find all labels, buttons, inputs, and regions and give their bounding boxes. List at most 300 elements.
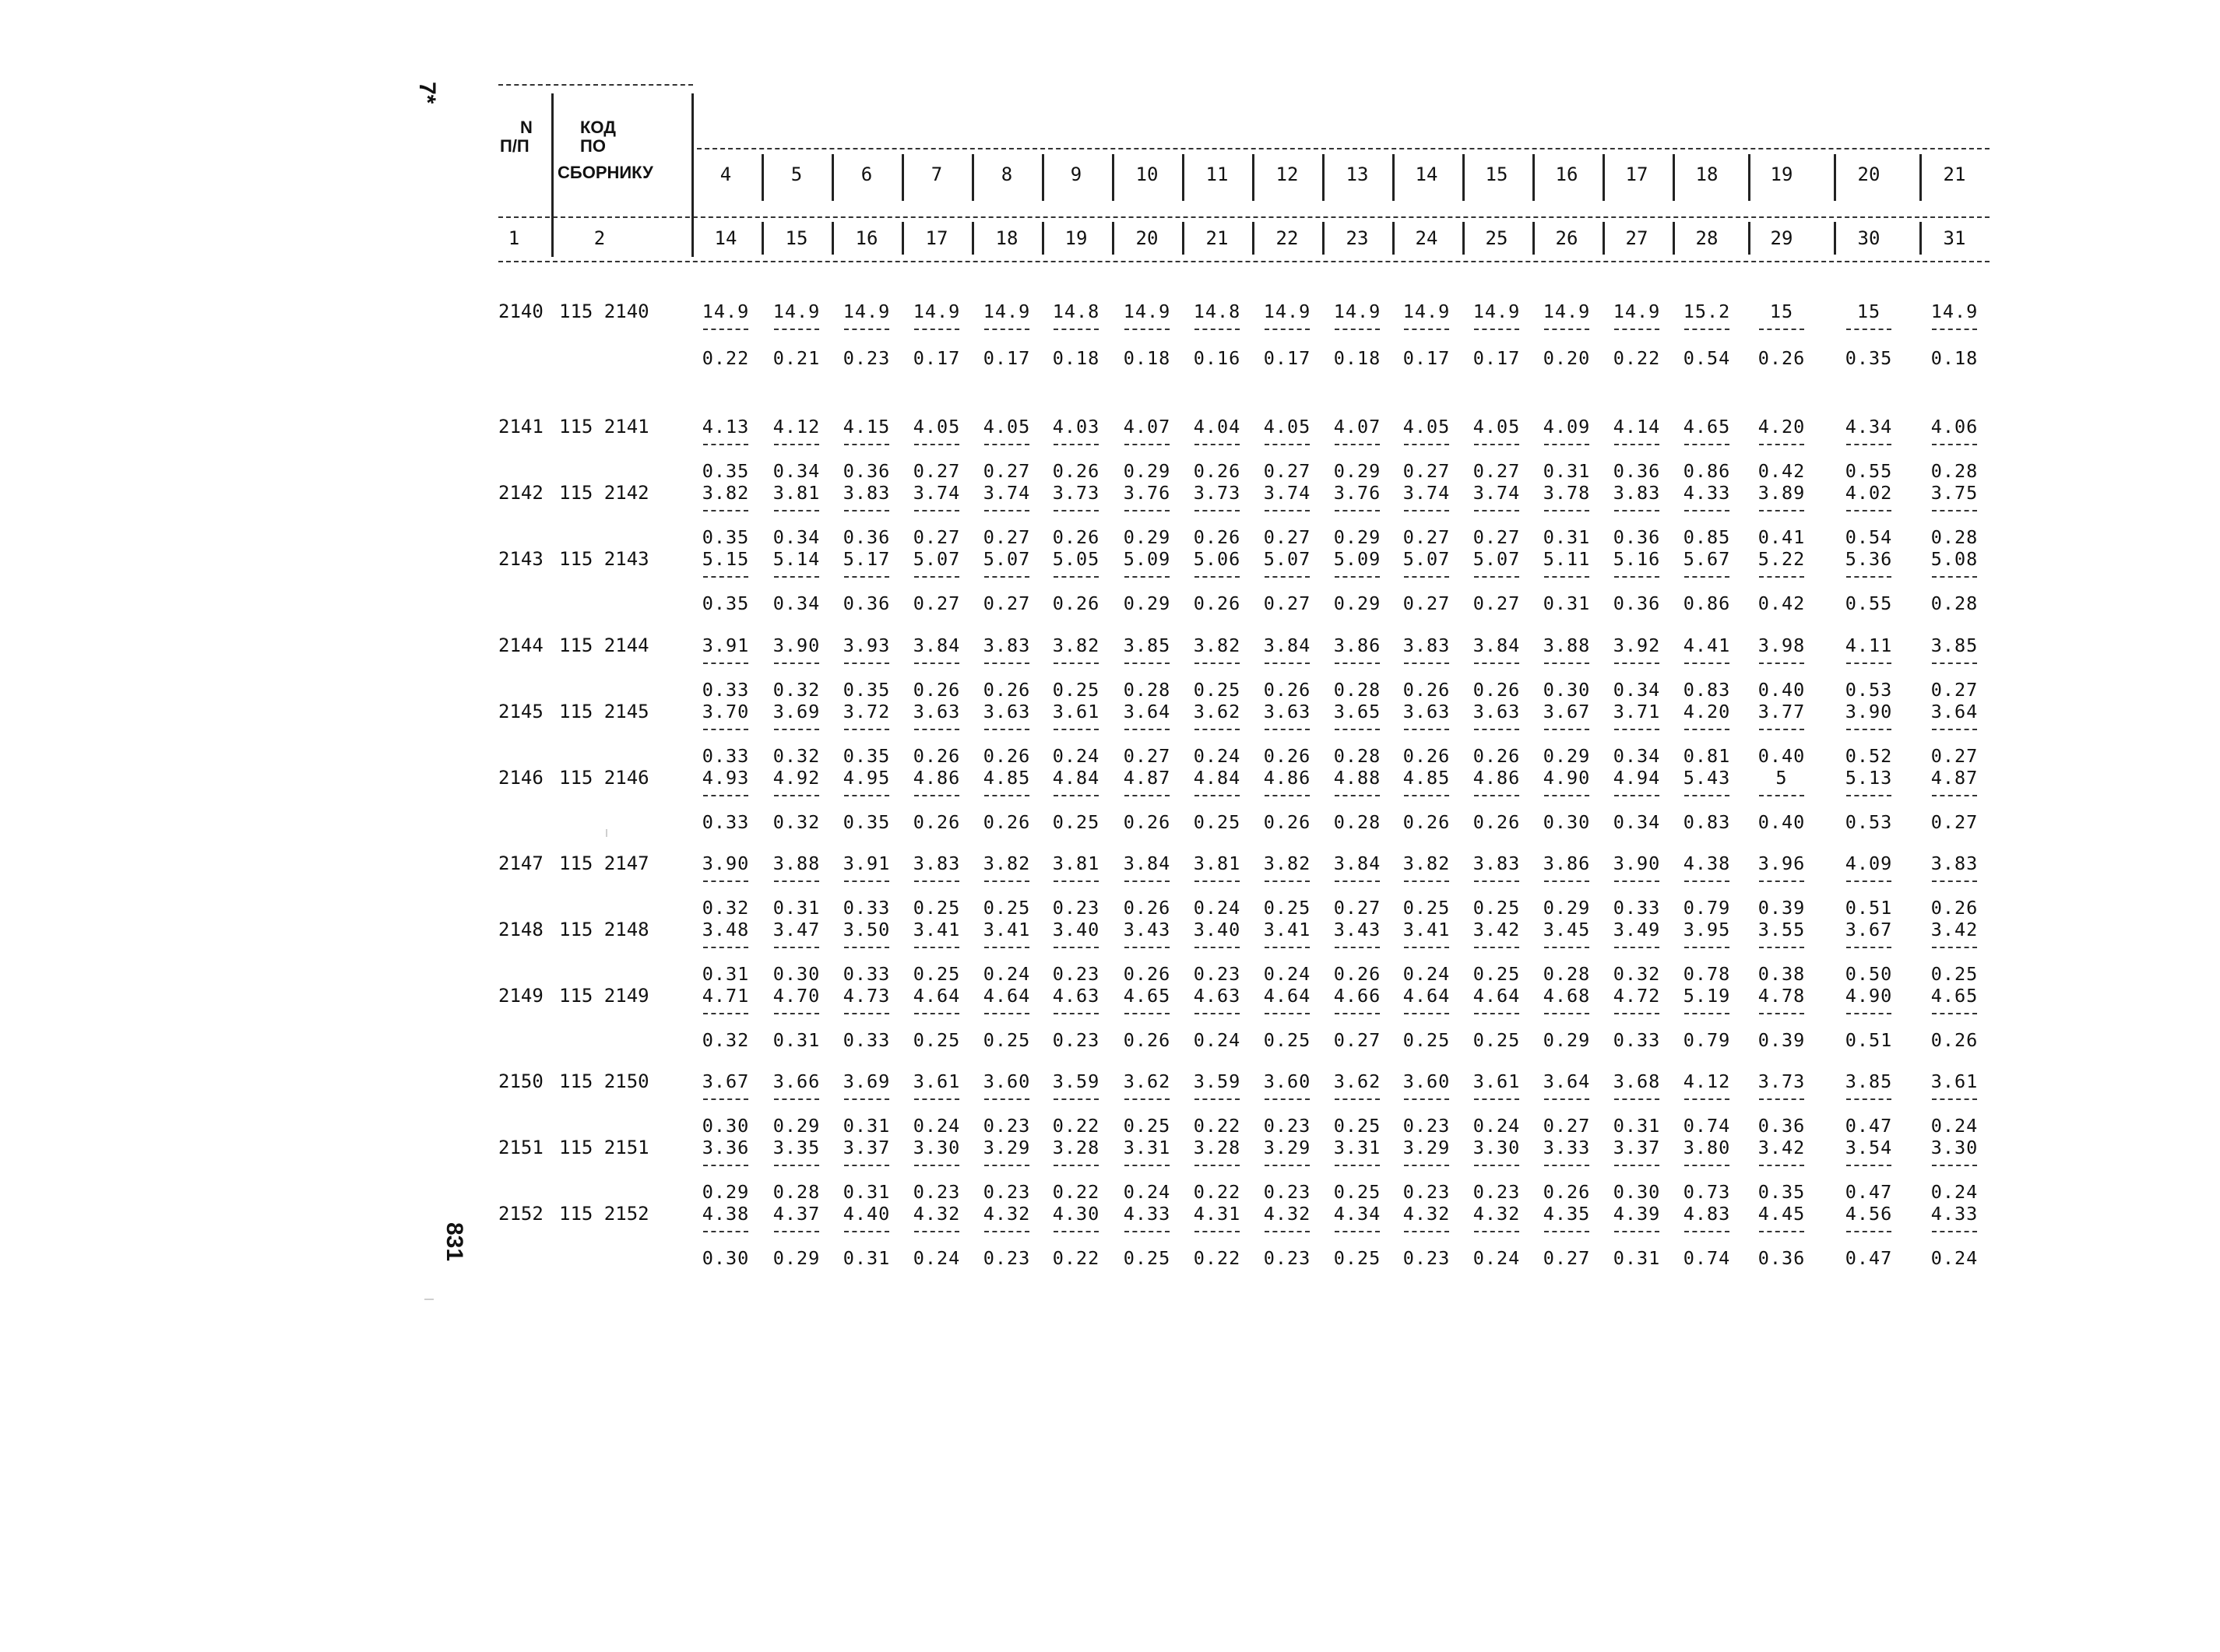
table-cell-value: 0.25 — [1333, 1181, 1381, 1203]
table-cell-value: 3.63 — [1402, 701, 1451, 722]
fraction-line — [1265, 1231, 1310, 1232]
table-cell-value: 3.84 — [1472, 634, 1521, 656]
table-cell-value: 4.86 — [913, 767, 961, 789]
page-marker: 7* — [414, 82, 440, 104]
table-cell-value: 0.29 — [772, 1247, 821, 1269]
table-cell-value: 0.27 — [1930, 679, 1979, 701]
fraction-line — [1932, 510, 1977, 511]
fraction-line — [1759, 576, 1804, 578]
column-separator — [691, 222, 694, 255]
table-cell-value: 0.18 — [1123, 347, 1171, 369]
header-lower-rule — [498, 216, 1990, 218]
fraction-line — [1404, 1013, 1449, 1014]
table-cell-value: 0.24 — [1193, 745, 1241, 767]
table-cell-value: 15 — [1769, 301, 1794, 322]
column-separator — [1748, 154, 1750, 201]
table-cell-value: 0.30 — [702, 1247, 750, 1269]
table-cell-value: 4.78 — [1757, 985, 1806, 1007]
table-cell-value: 3.61 — [1472, 1070, 1521, 1092]
table-cell-value: 0.24 — [1123, 1181, 1171, 1203]
fraction-line — [1614, 1165, 1659, 1166]
table-cell-value: 0.23 — [913, 1181, 961, 1203]
fraction-line — [1846, 576, 1891, 578]
table-cell-value: 0.24 — [1052, 745, 1100, 767]
table-cell-value: 3.42 — [1472, 919, 1521, 940]
row-number: 2140 — [498, 301, 544, 322]
table-cell-value: 3.43 — [1333, 919, 1381, 940]
table-cell-value: 0.26 — [913, 745, 961, 767]
table-cell-value: 4.70 — [772, 985, 821, 1007]
fraction-line — [1759, 729, 1804, 730]
fraction-line — [774, 729, 819, 730]
fraction-line — [1544, 795, 1589, 796]
fraction-line — [1544, 444, 1589, 445]
header-col-ref-number: 21 — [1205, 227, 1229, 249]
table-cell-value: 3.83 — [913, 852, 961, 874]
table-cell-value: 0.25 — [1123, 1247, 1171, 1269]
table-cell-value: 3.82 — [1052, 634, 1100, 656]
fraction-line — [774, 663, 819, 664]
table-cell-value: 0.36 — [1613, 460, 1661, 482]
header-bottom-rule — [498, 261, 1990, 262]
fraction-line — [844, 1013, 889, 1014]
table-cell-value: 0.23 — [843, 347, 891, 369]
table-cell-value: 0.27 — [1543, 1115, 1591, 1137]
fraction-line — [1335, 880, 1380, 882]
table-cell-value: 5.13 — [1845, 767, 1893, 789]
table-cell-value: 3.76 — [1123, 482, 1171, 504]
table-cell-value: 5.19 — [1683, 985, 1731, 1007]
fraction-line — [1124, 1231, 1170, 1232]
table-cell-value: 0.28 — [1930, 460, 1979, 482]
table-cell-value: 0.26 — [983, 811, 1031, 833]
fraction-line — [1684, 1231, 1729, 1232]
table-cell-value: 0.42 — [1757, 460, 1806, 482]
table-cell-value: 3.82 — [1263, 852, 1311, 874]
header-bottom-num: 2 — [593, 227, 606, 249]
table-cell-value: 0.22 — [702, 347, 750, 369]
table-cell-value: 0.27 — [1472, 592, 1521, 614]
fraction-line — [1054, 795, 1099, 796]
table-cell-value: 5.08 — [1930, 548, 1979, 570]
fraction-line — [1124, 576, 1170, 578]
table-cell-value: 3.71 — [1613, 701, 1661, 722]
row-code: 115 2152 — [559, 1203, 649, 1225]
header-col-ref-number: 24 — [1415, 227, 1438, 249]
table-cell-value: 3.67 — [1543, 701, 1591, 722]
table-cell-value: 3.84 — [913, 634, 961, 656]
row-number: 2150 — [498, 1070, 544, 1092]
fraction-line — [1194, 795, 1240, 796]
table-cell-value: 4.85 — [983, 767, 1031, 789]
table-cell-value: 0.85 — [1683, 526, 1731, 548]
table-cell-value: 0.25 — [983, 1029, 1031, 1051]
fraction-line — [1846, 729, 1891, 730]
table-cell-value: 0.47 — [1845, 1115, 1893, 1137]
table-cell-value: 4.83 — [1683, 1203, 1731, 1225]
table-cell-value: 0.26 — [1052, 460, 1100, 482]
table-cell-value: 0.26 — [1263, 679, 1311, 701]
table-cell-value: 0.28 — [1333, 745, 1381, 767]
fraction-line — [774, 510, 819, 511]
table-cell-value: 3.60 — [1263, 1070, 1311, 1092]
table-cell-value: 3.47 — [772, 919, 821, 940]
table-cell-value: 0.33 — [702, 745, 750, 767]
table-cell-value: 0.23 — [1263, 1115, 1311, 1137]
table-cell-value: 0.23 — [1193, 963, 1241, 985]
fraction-line — [1335, 795, 1380, 796]
header-col-ref-number: 17 — [925, 227, 948, 249]
fraction-line — [1265, 729, 1310, 730]
table-cell-value: 4.56 — [1845, 1203, 1893, 1225]
fraction-line — [844, 729, 889, 730]
table-cell-value: 0.32 — [702, 1029, 750, 1051]
fraction-line — [1335, 329, 1380, 330]
fraction-line — [1544, 880, 1589, 882]
table-cell-value: 5.06 — [1193, 548, 1241, 570]
table-cell-value: 0.25 — [1472, 963, 1521, 985]
header-col-number: 19 — [1770, 163, 1793, 185]
fraction-line — [1614, 663, 1659, 664]
table-cell-value: 3.29 — [983, 1137, 1031, 1158]
fraction-line — [1404, 729, 1449, 730]
table-cell-value: 4.06 — [1930, 416, 1979, 438]
header-col-number: 9 — [1070, 163, 1082, 185]
table-cell-value: 4.84 — [1052, 767, 1100, 789]
table-cell-value: 4.32 — [1472, 1203, 1521, 1225]
fraction-line — [1335, 729, 1380, 730]
table-cell-value: 0.30 — [702, 1115, 750, 1137]
table-cell-value: 4.65 — [1123, 985, 1171, 1007]
row-number: 2152 — [498, 1203, 544, 1225]
table-cell-value: 0.22 — [1613, 347, 1661, 369]
fraction-line — [984, 1098, 1029, 1100]
table-cell-value: 0.23 — [1472, 1181, 1521, 1203]
table-cell-value: 0.24 — [1472, 1247, 1521, 1269]
table-cell-value: 0.24 — [913, 1115, 961, 1137]
fraction-line — [1124, 880, 1170, 882]
table-cell-value: 0.22 — [1052, 1115, 1100, 1137]
table-cell-value: 3.89 — [1757, 482, 1806, 504]
table-cell-value: 3.35 — [772, 1137, 821, 1158]
table-cell-value: 0.35 — [1757, 1181, 1806, 1203]
fraction-line — [1759, 1165, 1804, 1166]
table-cell-value: 3.54 — [1845, 1137, 1893, 1158]
fraction-line — [1194, 510, 1240, 511]
fraction-line — [1614, 947, 1659, 948]
table-cell-value: 0.27 — [913, 460, 961, 482]
fraction-line — [1124, 1165, 1170, 1166]
table-cell-value: 5.15 — [702, 548, 750, 570]
table-cell-value: 0.29 — [1333, 526, 1381, 548]
table-cell-value: 3.67 — [1845, 919, 1893, 940]
fraction-line — [1335, 663, 1380, 664]
table-cell-value: 3.43 — [1123, 919, 1171, 940]
fraction-line — [1544, 329, 1589, 330]
table-cell-value: 3.63 — [913, 701, 961, 722]
table-cell-value: 3.66 — [772, 1070, 821, 1092]
table-cell-value: 3.83 — [1613, 482, 1661, 504]
table-cell-value: 0.23 — [1263, 1181, 1311, 1203]
fraction-line — [774, 1231, 819, 1232]
table-cell-value: 0.39 — [1757, 1029, 1806, 1051]
fraction-line — [1614, 510, 1659, 511]
table-cell-value: 3.73 — [1052, 482, 1100, 504]
fraction-line — [1474, 947, 1519, 948]
table-cell-value: 4.38 — [1683, 852, 1731, 874]
row-number: 2143 — [498, 548, 544, 570]
fraction-line — [844, 329, 889, 330]
table-cell-value: 4.73 — [843, 985, 891, 1007]
fraction-line — [1335, 1098, 1380, 1100]
fraction-line — [844, 947, 889, 948]
fraction-line — [914, 795, 959, 796]
fraction-line — [1404, 1231, 1449, 1232]
fraction-line — [1932, 444, 1977, 445]
table-cell-value: 0.31 — [1543, 526, 1591, 548]
table-cell-value: 3.81 — [1193, 852, 1241, 874]
fraction-line — [1614, 880, 1659, 882]
table-cell-value: 3.31 — [1123, 1137, 1171, 1158]
column-separator — [902, 154, 904, 201]
table-cell-value: 0.25 — [1052, 811, 1100, 833]
table-cell-value: 0.18 — [1930, 347, 1979, 369]
fraction-line — [1265, 510, 1310, 511]
table-cell-value: 3.82 — [702, 482, 750, 504]
fraction-line — [1404, 1098, 1449, 1100]
scan-artifact — [606, 829, 607, 837]
table-cell-value: 0.26 — [913, 679, 961, 701]
fraction-line — [984, 947, 1029, 948]
table-cell-value: 3.83 — [1930, 852, 1979, 874]
fraction-line — [1614, 444, 1659, 445]
table-cell-value: 0.26 — [1123, 897, 1171, 919]
table-cell-value: 3.64 — [1930, 701, 1979, 722]
row-number: 2146 — [498, 767, 544, 789]
table-cell-value: 3.83 — [1402, 634, 1451, 656]
table-cell-value: 5.05 — [1052, 548, 1100, 570]
table-cell-value: 14.9 — [913, 301, 961, 322]
fraction-line — [914, 880, 959, 882]
table-cell-value: 3.60 — [983, 1070, 1031, 1092]
table-cell-value: 3.41 — [913, 919, 961, 940]
column-separator — [1834, 222, 1836, 255]
table-cell-value: 0.31 — [843, 1247, 891, 1269]
table-cell-value: 0.24 — [1930, 1247, 1979, 1269]
header-col-number: 5 — [790, 163, 803, 185]
column-separator — [1392, 222, 1395, 255]
fraction-line — [914, 444, 959, 445]
fraction-line — [1404, 947, 1449, 948]
table-cell-value: 0.23 — [1263, 1247, 1311, 1269]
fraction-line — [1404, 510, 1449, 511]
row-code: 115 2144 — [559, 634, 649, 656]
table-cell-value: 4.65 — [1930, 985, 1979, 1007]
table-cell-value: 3.55 — [1757, 919, 1806, 940]
table-cell-value: 3.63 — [983, 701, 1031, 722]
table-cell-value: 0.23 — [1402, 1181, 1451, 1203]
table-cell-value: 0.35 — [843, 679, 891, 701]
table-cell-value: 0.26 — [1402, 811, 1451, 833]
row-number: 2145 — [498, 701, 544, 722]
table-cell-value: 0.83 — [1683, 811, 1731, 833]
fraction-line — [1759, 1098, 1804, 1100]
column-separator — [1112, 154, 1114, 201]
header-col-number: 16 — [1555, 163, 1578, 185]
table-cell-value: 3.62 — [1123, 1070, 1171, 1092]
table-cell-value: 0.23 — [1402, 1247, 1451, 1269]
table-cell-value: 0.33 — [843, 897, 891, 919]
table-cell-value: 0.79 — [1683, 1029, 1731, 1051]
table-cell-value: 0.17 — [913, 347, 961, 369]
fraction-line — [1054, 329, 1099, 330]
table-cell-value: 0.31 — [772, 897, 821, 919]
fraction-line — [1054, 729, 1099, 730]
table-cell-value: 0.32 — [702, 897, 750, 919]
table-cell-value: 3.67 — [702, 1070, 750, 1092]
table-cell-value: 0.23 — [983, 1115, 1031, 1137]
table-cell-value: 14.9 — [1543, 301, 1591, 322]
fraction-line — [1054, 576, 1099, 578]
fraction-line — [914, 329, 959, 330]
table-cell-value: 4.66 — [1333, 985, 1381, 1007]
column-separator — [1919, 222, 1922, 255]
table-cell-value: 3.83 — [843, 482, 891, 504]
table-cell-value: 4.37 — [772, 1203, 821, 1225]
column-separator — [972, 222, 974, 255]
table-cell-value: 3.37 — [843, 1137, 891, 1158]
table-cell-value: 4.90 — [1845, 985, 1893, 1007]
table-cell-value: 0.22 — [1052, 1181, 1100, 1203]
row-code: 115 2151 — [559, 1137, 649, 1158]
table-cell-value: 0.22 — [1052, 1247, 1100, 1269]
fraction-line — [1265, 663, 1310, 664]
table-cell-value: 0.27 — [983, 592, 1031, 614]
fraction-line — [774, 880, 819, 882]
fraction-line — [1194, 1165, 1240, 1166]
fraction-line — [703, 1098, 748, 1100]
table-cell-value: 0.18 — [1052, 347, 1100, 369]
fraction-line — [844, 444, 889, 445]
header-col-ref-number: 28 — [1695, 227, 1719, 249]
fraction-line — [844, 663, 889, 664]
fraction-line — [1124, 444, 1170, 445]
table-cell-value: 3.42 — [1757, 1137, 1806, 1158]
table-cell-value: 0.33 — [843, 963, 891, 985]
fraction-line — [1335, 1165, 1380, 1166]
row-code: 115 2147 — [559, 852, 649, 874]
header-col-number: 18 — [1695, 163, 1719, 185]
table-cell-value: 4.34 — [1333, 1203, 1381, 1225]
header-bottom-num: 1 — [508, 227, 520, 249]
fraction-line — [1054, 880, 1099, 882]
table-cell-value: 3.64 — [1123, 701, 1171, 722]
fraction-line — [914, 947, 959, 948]
table-cell-value: 0.27 — [1123, 745, 1171, 767]
table-cell-value: 0.35 — [843, 745, 891, 767]
table-cell-value: 0.26 — [1402, 745, 1451, 767]
table-cell-value: 0.25 — [1123, 1115, 1171, 1137]
table-cell-value: 0.31 — [843, 1181, 891, 1203]
column-separator — [1112, 222, 1114, 255]
column-separator — [1252, 154, 1254, 201]
fraction-line — [1846, 795, 1891, 796]
table-cell-value: 0.25 — [913, 1029, 961, 1051]
fraction-line — [1124, 663, 1170, 664]
fraction-line — [1194, 663, 1240, 664]
table-cell-value: 3.62 — [1193, 701, 1241, 722]
fraction-line — [1932, 576, 1977, 578]
table-cell-value: 0.35 — [843, 811, 891, 833]
fraction-line — [1054, 1098, 1099, 1100]
table-cell-value: 3.72 — [843, 701, 891, 722]
fraction-line — [1684, 1165, 1729, 1166]
table-cell-value: 3.90 — [1845, 701, 1893, 722]
fraction-line — [1684, 795, 1729, 796]
table-cell-value: 0.31 — [1543, 460, 1591, 482]
table-cell-value: 5.07 — [913, 548, 961, 570]
row-code: 115 2143 — [559, 548, 649, 570]
fraction-line — [984, 1231, 1029, 1232]
table-cell-value: 0.28 — [1543, 963, 1591, 985]
table-cell-value: 14.9 — [1333, 301, 1381, 322]
table-cell-value: 3.84 — [1123, 852, 1171, 874]
table-cell-value: 5.07 — [1263, 548, 1311, 570]
table-cell-value: 0.24 — [1193, 897, 1241, 919]
table-cell-value: 4.09 — [1845, 852, 1893, 874]
fraction-line — [1404, 795, 1449, 796]
table-cell-value: 0.55 — [1845, 460, 1893, 482]
fraction-line — [1544, 729, 1589, 730]
fraction-line — [703, 444, 748, 445]
row-number: 2151 — [498, 1137, 544, 1158]
table-cell-value: 0.17 — [983, 347, 1031, 369]
table-cell-value: 0.25 — [1402, 1029, 1451, 1051]
table-cell-value: 3.81 — [1052, 852, 1100, 874]
table-cell-value: 0.29 — [702, 1181, 750, 1203]
row-code: 115 2141 — [559, 416, 649, 438]
table-cell-value: 0.25 — [983, 897, 1031, 919]
table-cell-value: 3.85 — [1123, 634, 1171, 656]
table-cell-value: 0.36 — [843, 592, 891, 614]
table-cell-value: 3.82 — [983, 852, 1031, 874]
table-cell-value: 0.42 — [1757, 592, 1806, 614]
table-cell-value: 0.51 — [1845, 897, 1893, 919]
table-cell-value: 4.86 — [1472, 767, 1521, 789]
header-col-number: 21 — [1943, 163, 1966, 185]
table-cell-value: 3.83 — [983, 634, 1031, 656]
table-cell-value: 3.73 — [1757, 1070, 1806, 1092]
row-code: 115 2140 — [559, 301, 649, 322]
table-cell-value: 3.85 — [1845, 1070, 1893, 1092]
fraction-line — [1054, 1013, 1099, 1014]
column-separator — [1182, 154, 1184, 201]
table-cell-value: 0.24 — [1193, 1029, 1241, 1051]
header-col-ref-number: 23 — [1346, 227, 1369, 249]
header-code-label-2: ПО — [580, 136, 606, 156]
column-separator — [1462, 154, 1465, 201]
table-cell-value: 0.33 — [1613, 897, 1661, 919]
fraction-line — [774, 444, 819, 445]
column-separator — [1919, 154, 1922, 201]
table-cell-value: 4.32 — [1402, 1203, 1451, 1225]
fraction-line — [984, 880, 1029, 882]
column-separator — [1322, 154, 1325, 201]
column-separator — [1834, 154, 1836, 201]
fraction-line — [1932, 729, 1977, 730]
table-cell-value: 3.90 — [772, 634, 821, 656]
fraction-line — [1194, 1231, 1240, 1232]
